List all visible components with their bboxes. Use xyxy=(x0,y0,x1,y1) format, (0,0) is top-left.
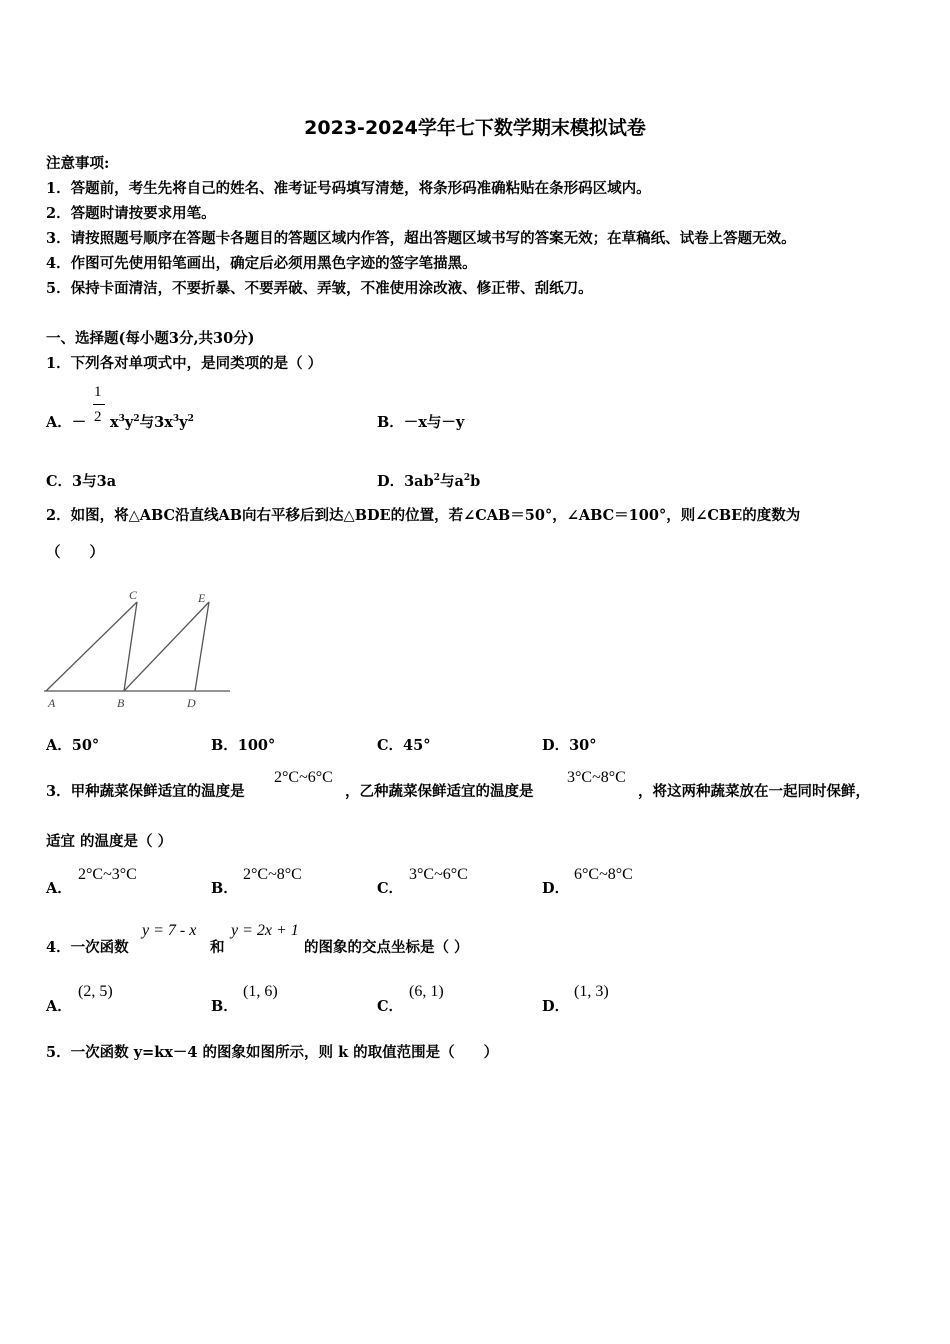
q3-option-c-label: C． xyxy=(377,880,404,897)
q4-option-c: (6, 1) xyxy=(409,983,444,1000)
q1-option-b: B．－x与－y xyxy=(377,414,465,431)
notice-item-1: 1．答题前，考生先将自己的姓名、准考证号码填写清楚，将条形码准确粘贴在条形码区域内。 xyxy=(46,180,651,197)
q4-option-d-label: D． xyxy=(542,998,570,1015)
q4-option-a-label: A． xyxy=(46,998,72,1015)
q2-option-a: A．50° xyxy=(46,737,100,754)
q1-option-a-rest: $x^3y^2$与$3x^3y^2$ xyxy=(110,414,194,431)
q3-option-c: 3°C~6°C xyxy=(409,866,468,883)
q4-option-b-label: B． xyxy=(211,998,238,1015)
section-heading: 一、选择题(每小题3分,共30分) xyxy=(46,330,255,347)
q3-stem-part3: ，将这两种蔬菜放在一起同时保鲜， xyxy=(638,783,870,800)
q3-option-a-label: A． xyxy=(46,880,72,897)
notice-item-3: 3．请按照题号顺序在答题卡各题目的答题区域内作答，超出答题区域书写的答案无效；在草稿纸、试卷上答题无效。 xyxy=(46,230,796,247)
fraction-bar xyxy=(93,404,105,405)
q1-option-d: D．$3ab^2$与$a^2b$ xyxy=(377,473,481,490)
q3-stem-part1: 3．甲种蔬菜保鲜适宜的温度是 xyxy=(46,783,245,800)
q1-option-a-label: A．－ xyxy=(46,414,87,431)
point-label-b: B xyxy=(117,696,125,710)
q2-option-c: C．45° xyxy=(377,737,431,754)
point-label-d: D xyxy=(187,696,196,710)
q2-option-d: D．30° xyxy=(542,737,597,754)
q3-range-1: 2°C~6°C xyxy=(274,769,333,786)
notice-item-2: 2．答题时请按要求用笔。 xyxy=(46,205,216,222)
q2-paren: （ ） xyxy=(46,544,104,561)
q4-option-b: (1, 6) xyxy=(243,983,278,1000)
q3-option-b-label: B． xyxy=(211,880,238,897)
q5-stem: 5．一次函数 y=kx－4 的图象如图所示，则 k 的取值范围是（ ） xyxy=(46,1044,499,1061)
point-label-a: A xyxy=(48,696,56,710)
q3-range-2: 3°C~8°C xyxy=(567,769,626,786)
q4-option-d: (1, 3) xyxy=(574,983,609,1000)
q3-option-b: 2°C~8°C xyxy=(243,866,302,883)
q1-option-c: C．3与3a xyxy=(46,473,117,490)
notice-heading: 注意事项: xyxy=(46,155,110,172)
page-title: 2023-2024学年七下数学期末模拟试卷 xyxy=(304,117,646,139)
q1-stem: 1．下列各对单项式中，是同类项的是（ ） xyxy=(46,355,323,372)
q1-frac-denominator: 2 xyxy=(94,409,102,425)
point-label-e: E xyxy=(198,591,206,605)
q2-translation-figure xyxy=(40,583,240,713)
segment-ac xyxy=(46,602,137,691)
q4-stem-part1: 4．一次函数 xyxy=(46,939,129,956)
notice-item-5: 5．保持卡面清洁，不要折暴、不要弄破、弄皱，不准使用涂改液、修正带、刮纸刀。 xyxy=(46,280,593,297)
q4-function-1: y = 7 - x xyxy=(142,922,197,939)
q2-stem: 2．如图，将△ABC沿直线AB向右平移后到达△BDE的位置，若∠CAB＝50°，∠ABC＝100°，则∠CBE的度数为 xyxy=(46,507,801,524)
q1-frac-numerator: 1 xyxy=(94,384,102,400)
q3-option-a: 2°C~3°C xyxy=(78,866,137,883)
q4-stem-part2: 和 xyxy=(210,939,225,956)
q4-option-c-label: C． xyxy=(377,998,404,1015)
q4-option-a: (2, 5) xyxy=(78,983,113,1000)
q3-stem-part2: ，乙种蔬菜保鲜适宜的温度是 xyxy=(345,783,534,800)
point-label-c: C xyxy=(129,588,138,602)
q3-option-d-label: D． xyxy=(542,880,570,897)
q3-option-d: 6°C~8°C xyxy=(574,866,633,883)
notice-item-4: 4．作图可先使用铅笔画出，确定后必须用黑色字迹的签字笔描黑。 xyxy=(46,255,477,272)
segment-cb xyxy=(124,602,137,691)
segment-be xyxy=(124,602,209,691)
q3-stem-part4: 适宜 的温度是（ ） xyxy=(46,833,173,850)
q4-function-2: y = 2x + 1 xyxy=(231,922,299,939)
q2-option-b: B．100° xyxy=(211,737,276,754)
q4-stem-part3: 的图象的交点坐标是（ ） xyxy=(304,939,469,956)
